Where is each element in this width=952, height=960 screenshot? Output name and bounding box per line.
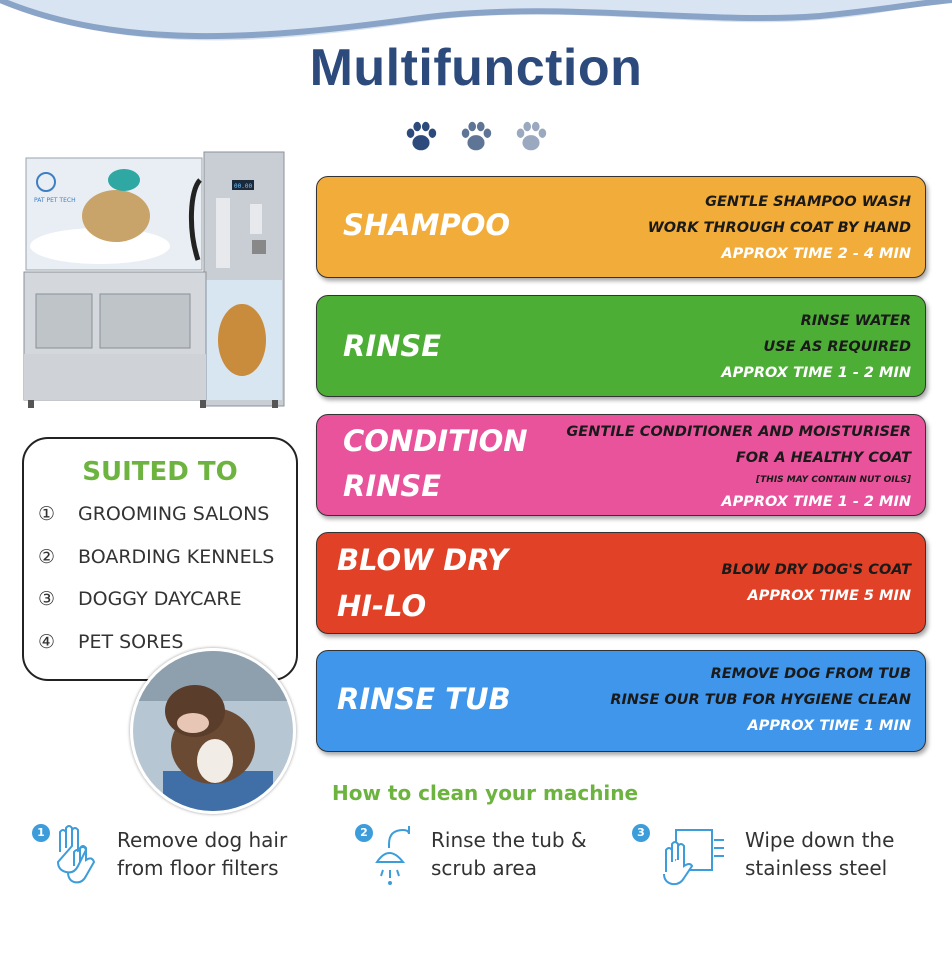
program-description — [566, 419, 911, 515]
item-number: ④ — [38, 630, 56, 653]
bulldog-photo — [130, 648, 296, 814]
description-line: RINSE OUR TUB FOR HYGIENE CLEAN — [610, 692, 911, 708]
item-label: PET SORES — [78, 630, 184, 653]
step-line: Remove dog hair — [117, 828, 288, 852]
program-name: RINSE — [343, 329, 442, 363]
step-line: stainless steel — [745, 856, 888, 880]
paw-icon — [402, 118, 440, 156]
item-label: GROOMING SALONS — [78, 503, 270, 525]
step-line: from floor filters — [117, 856, 279, 880]
program-description — [610, 661, 911, 739]
approx-time: APPROX TIME 2 - 4 MIN — [721, 246, 911, 262]
suited-heading: SUITED TO — [82, 457, 238, 487]
item-number: ① — [38, 503, 56, 525]
program-name: BLOW DRY — [337, 543, 509, 577]
step-number: 2 — [355, 824, 373, 842]
list-item — [38, 546, 274, 589]
suited-to-box — [22, 437, 298, 681]
program-panel-rinse-tub — [316, 650, 926, 752]
gloves-icon — [46, 822, 102, 886]
machine-brand: PAT PET TECH — [34, 197, 76, 204]
program-name: RINSE — [343, 469, 442, 503]
approx-time: APPROX TIME 1 - 2 MIN — [721, 494, 911, 510]
description-line: GENTLE SHAMPOO WASH — [705, 194, 911, 210]
program-description — [648, 189, 911, 267]
program-panel-shampoo — [316, 176, 926, 278]
item-number: ② — [38, 545, 56, 568]
suited-list — [38, 503, 274, 673]
step-text — [745, 826, 894, 882]
program-description — [722, 557, 911, 609]
description-line: WORK THROUGH COAT BY HAND — [647, 220, 911, 236]
program-name: RINSE TUB — [337, 682, 511, 716]
step-line: scrub area — [431, 856, 537, 880]
step-text — [431, 826, 587, 882]
program-panel-blow-dry — [316, 532, 926, 634]
page-title: Multifunction — [309, 39, 643, 97]
program-name: CONDITION — [343, 424, 528, 458]
step-number: 3 — [632, 824, 650, 842]
program-panel-condition-rinse — [316, 414, 926, 516]
item-label: BOARDING KENNELS — [78, 545, 275, 568]
description-line: REMOVE DOG FROM TUB — [710, 666, 911, 682]
paw-icon — [512, 118, 550, 156]
approx-time: APPROX TIME 1 - 2 MIN — [721, 365, 911, 381]
dog-wash-machine-image — [20, 150, 286, 412]
shower-icon — [369, 822, 425, 886]
paw-icon — [457, 118, 495, 156]
program-name: SHAMPOO — [343, 208, 511, 242]
program-name: HI-LO — [337, 589, 427, 623]
step-number: 1 — [32, 824, 50, 842]
cleaning-step-2 — [355, 822, 605, 892]
paw-prints — [402, 118, 552, 158]
item-number: ③ — [38, 588, 56, 610]
cleaning-heading: How to clean your machine — [332, 781, 639, 805]
step-text — [117, 826, 287, 882]
description-line: BLOW DRY DOG'S COAT — [721, 562, 911, 578]
program-description — [721, 308, 911, 386]
item-label: DOGGY DAYCARE — [78, 588, 242, 610]
list-item — [38, 588, 274, 631]
approx-time: APPROX TIME 5 MIN — [747, 588, 911, 604]
cleaning-step-1 — [32, 822, 292, 892]
step-line: Wipe down the — [745, 828, 895, 852]
wipe-icon — [646, 822, 726, 886]
description-line: USE AS REQUIRED — [763, 339, 911, 355]
cleaning-step-3 — [632, 822, 902, 892]
approx-time: APPROX TIME 1 MIN — [747, 718, 911, 734]
machine-display: 00.00 — [234, 183, 253, 190]
description-note: [THIS MAY CONTAIN NUT OILS] — [756, 475, 911, 485]
program-panel-rinse — [316, 295, 926, 397]
description-line: RINSE WATER — [800, 313, 911, 329]
description-line: GENTILE CONDITIONER AND MOISTURISER — [566, 424, 911, 440]
description-line: FOR A HEALTHY COAT — [735, 450, 911, 466]
list-item — [38, 503, 274, 546]
step-line: Rinse the tub & — [431, 828, 587, 852]
